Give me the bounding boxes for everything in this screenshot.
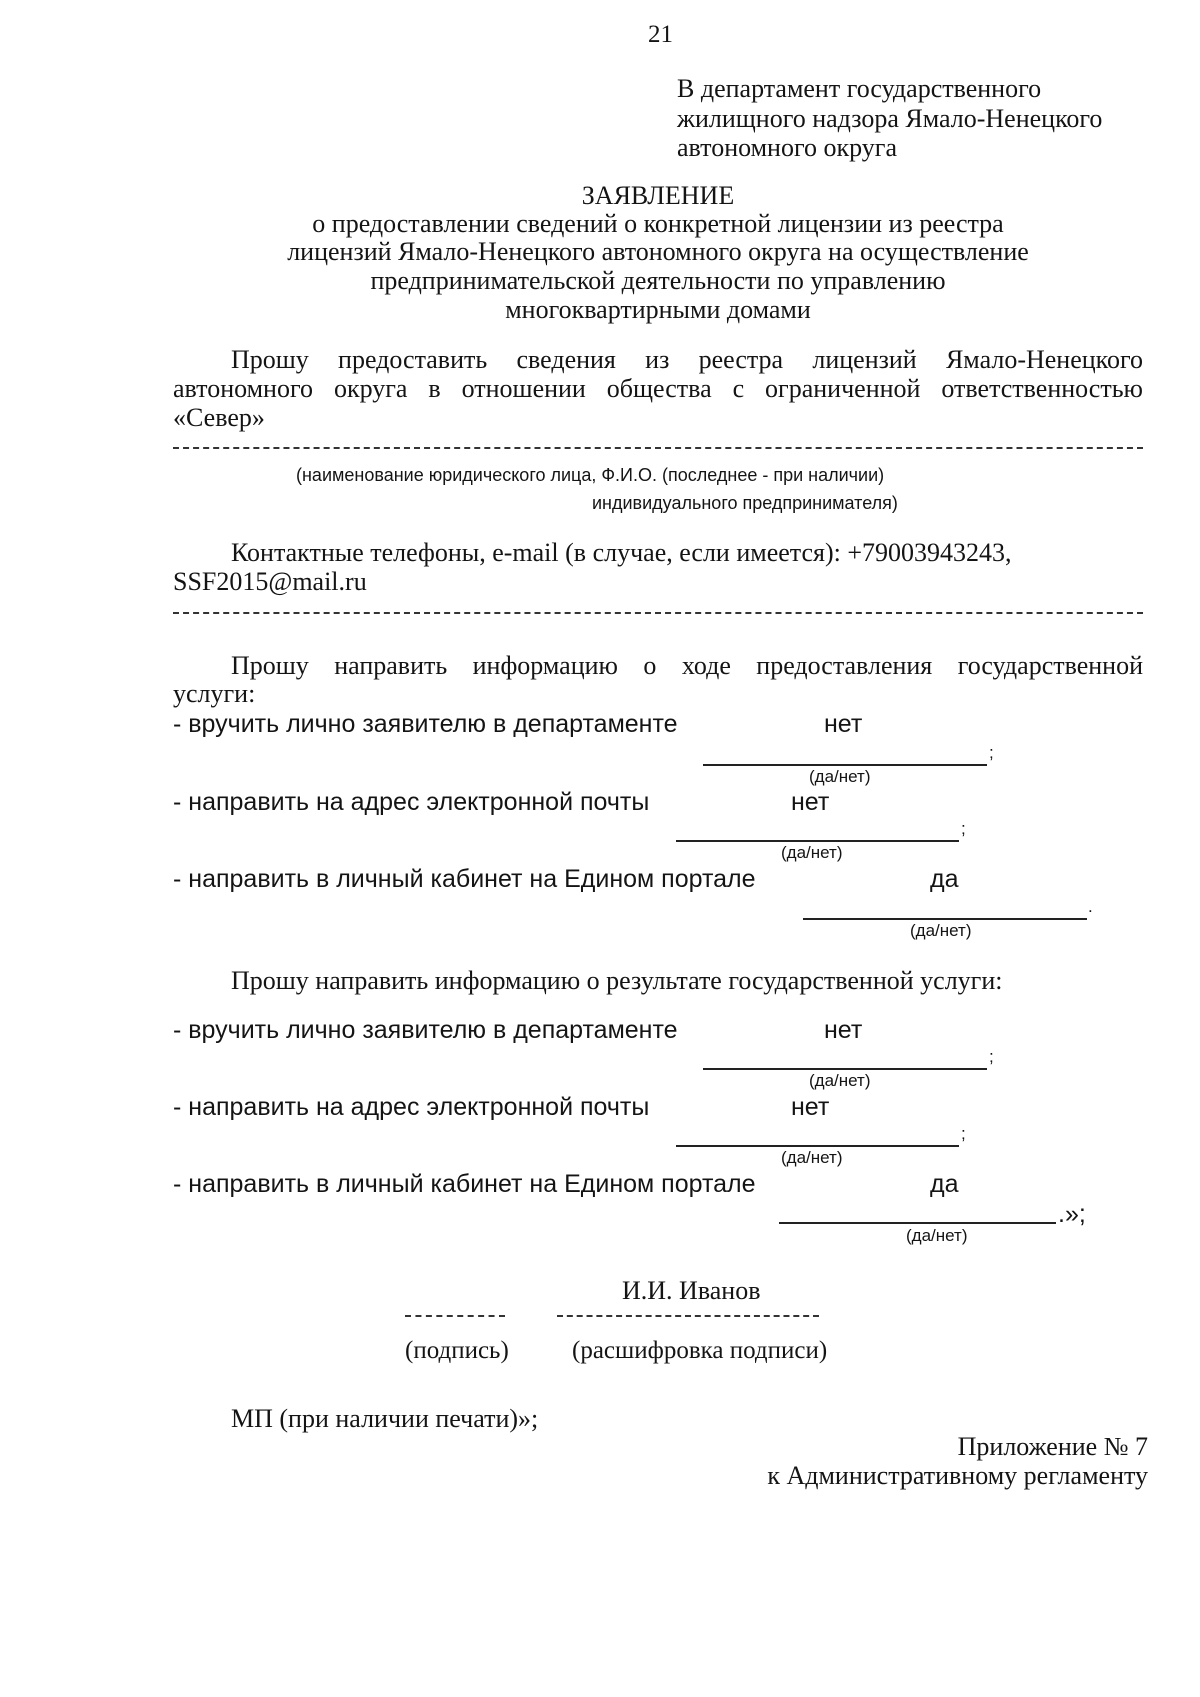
progress-option-value: нет bbox=[824, 710, 863, 738]
appendix-title: Приложение № 7 bbox=[957, 1432, 1148, 1461]
progress-option-value: нет bbox=[791, 788, 830, 816]
signature-caption: (подпись) bbox=[405, 1337, 509, 1364]
yes-no-caption: (да/нет) bbox=[781, 1148, 843, 1167]
progress-option-label: - направить в личный кабинет на Едином портале bbox=[173, 865, 756, 893]
answer-line bbox=[676, 1145, 959, 1147]
org-caption-line2: индивидуального предпринимателя) bbox=[592, 493, 898, 513]
result-option-value: нет bbox=[824, 1016, 863, 1044]
answer-line bbox=[703, 764, 987, 766]
progress-intro-cont: услуги: bbox=[173, 679, 256, 708]
line-end-mark: ; bbox=[961, 819, 966, 838]
answer-line bbox=[676, 840, 959, 842]
addressee-line: автономного округа bbox=[677, 133, 897, 162]
yes-no-caption: (да/нет) bbox=[809, 767, 871, 786]
yes-no-caption: (да/нет) bbox=[781, 843, 843, 862]
request-line: «Север» bbox=[173, 403, 265, 432]
answer-line bbox=[703, 1068, 987, 1070]
line-end-mark: ; bbox=[961, 1124, 966, 1143]
line-end-mark: ; bbox=[989, 743, 994, 762]
progress-intro: Прошу направить информацию о ходе предоставления государственной bbox=[231, 651, 1143, 680]
document-title: ЗАЯВЛЕНИЕ bbox=[581, 181, 735, 210]
addressee-line: В департамент государственного bbox=[677, 74, 1042, 103]
result-option-label: - направить на адрес электронной почты bbox=[173, 1093, 650, 1121]
progress-option-value: да bbox=[930, 865, 959, 893]
result-option-label: - вручить лично заявителю в департаменте bbox=[173, 1016, 678, 1044]
subtitle-line: многоквартирными домами bbox=[505, 295, 811, 324]
request-line: Прошу предоставить сведения из реестра лицензий Ямало-Ненецкого bbox=[231, 345, 1143, 374]
addressee-line: жилищного надзора Ямало-Ненецкого bbox=[677, 104, 1103, 133]
stamp-note: МП (при наличии печати)»; bbox=[231, 1404, 539, 1433]
signature-dashed-line bbox=[405, 1315, 505, 1317]
org-name-dashed-line bbox=[173, 447, 1143, 449]
line-end-mark: .»; bbox=[1058, 1200, 1086, 1228]
progress-option-label: - вручить лично заявителю в департаменте bbox=[173, 710, 678, 738]
page-number: 21 bbox=[648, 21, 673, 48]
contacts-email: SSF2015@mail.ru bbox=[173, 567, 367, 596]
yes-no-caption: (да/нет) bbox=[906, 1226, 968, 1245]
request-line: автономного округа в отношении общества с ограниченной ответственностью bbox=[173, 374, 1143, 403]
contacts-line: Контактные телефоны, e-mail (в случае, если имеется): +79003943243, bbox=[231, 538, 1012, 567]
subtitle-line: предпринимательской деятельности по управлению bbox=[370, 266, 946, 295]
line-end-mark: . bbox=[1088, 897, 1093, 916]
subtitle-line: о предоставлении сведений о конкретной лицензии из реестра bbox=[312, 209, 1004, 238]
org-caption-line1: (наименование юридического лица, Ф.И.О. (последнее - при наличии) bbox=[296, 465, 885, 485]
answer-line bbox=[803, 918, 1087, 920]
result-option-value: нет bbox=[791, 1093, 830, 1121]
subtitle-line: лицензий Ямало-Ненецкого автономного округа на осуществление bbox=[287, 237, 1029, 266]
progress-option-label: - направить на адрес электронной почты bbox=[173, 788, 650, 816]
yes-no-caption: (да/нет) bbox=[809, 1071, 871, 1090]
result-option-label: - направить в личный кабинет на Едином портале bbox=[173, 1170, 756, 1198]
signature-decoding-caption: (расшифровка подписи) bbox=[572, 1337, 828, 1364]
signature-decoding-dashed-line bbox=[557, 1315, 819, 1317]
line-end-mark: ; bbox=[989, 1047, 994, 1066]
signatory-name: И.И. Иванов bbox=[622, 1276, 761, 1305]
answer-line bbox=[779, 1222, 1056, 1224]
yes-no-caption: (да/нет) bbox=[910, 921, 972, 940]
appendix-subtitle: к Административному регламенту bbox=[767, 1461, 1148, 1490]
result-intro: Прошу направить информацию о результате государственной услуги: bbox=[231, 966, 1003, 995]
result-option-value: да bbox=[930, 1170, 959, 1198]
contacts-dashed-line bbox=[173, 612, 1143, 614]
